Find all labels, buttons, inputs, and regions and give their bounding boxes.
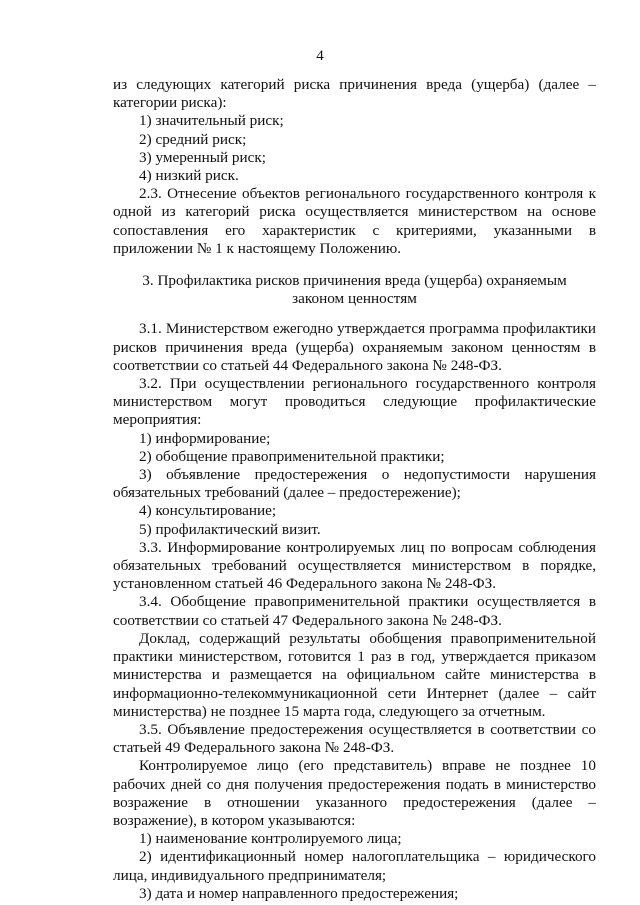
list-item: 1) информирование; (139, 429, 271, 447)
page-number: 4 (316, 48, 324, 64)
paragraph-3-5: 3.5. Объявление предостережения осуществляется в соответствии со статьей 49 Федерального закона № 248-ФЗ. (113, 720, 596, 757)
list-item: 1) значительный риск; (139, 112, 284, 130)
section-heading: 3. Профилактика рисков причинения вреда (ущерба) охраняемым законом ценностям (142, 272, 567, 308)
list-item: 2) идентификационный номер налогоплательщика – юридического лица, индивидуального предпринимателя; (113, 848, 596, 884)
list-item: 5) профилактический визит. (139, 520, 321, 538)
document-body (113, 76, 596, 903)
paragraph-3-4: 3.4. Обобщение правоприменительной практики осуществляется в соответствии со статьей 47 Федерального закона № 248-ФЗ. (113, 593, 596, 629)
paragraph-3-2: 3.2. При осуществлении регионального государственного контроля министерством могут проводиться следующие профилактические мероприятия: (113, 375, 596, 429)
list-item: 1) наименование контролируемого лица; (139, 830, 402, 848)
list-item: 3) объявление предостережения о недопустимости нарушения обязательных требований (далее – предостережение); (113, 466, 596, 502)
list-item: 4) низкий риск. (139, 167, 239, 185)
paragraph-report: Доклад, содержащий результаты обобщения правоприменительной практики министерством, готовится 1 раз в год, утверждается приказом министерства и размещается на официальном сайте министерства в информационно-телекоммуникационной сети Интернет (далее – сайт министерства) не позднее 15 марта года, следующего за отчетным. (113, 629, 596, 720)
list-item: 4) консультирование; (139, 502, 277, 520)
list-item: 2) обобщение правоприменительной практики; (139, 447, 445, 465)
paragraph-3-1: 3.1. Министерством ежегодно утверждается программа профилактики рисков причинения вреда (ущерба) охраняемым законом ценностям в соответствии со статьей 44 Федерального закона № 248-ФЗ. (113, 320, 596, 374)
paragraph-objection: Контролируемое лицо (его представитель) вправе не позднее 10 рабочих дней со дня получения предостережения подать в министерство возражение в отношении указанного предостережения (далее – возражение), в котором указываются: (113, 757, 596, 829)
paragraph-3-3: 3.3. Информирование контролируемых лиц по вопросам соблюдения обязательных требований осуществляется министерством в порядке, установленном статьей 46 Федерального закона № 248-ФЗ. (113, 538, 596, 593)
paragraph-intro: из следующих категорий риска причинения вреда (ущерба) (далее – категории риска): (113, 76, 596, 112)
list-item: 3) умеренный риск; (139, 148, 266, 166)
list-item: 2) средний риск; (139, 130, 247, 148)
paragraph-2-3: 2.3. Отнесение объектов регионального государственного контроля к одной из категорий риска осуществляется министерством на основе сопоставления его характеристик с критериями, указанными в приложении № 1 к настоящему Положению. (113, 185, 596, 257)
list-item: 3) дата и номер направленного предостережения; (139, 884, 459, 902)
